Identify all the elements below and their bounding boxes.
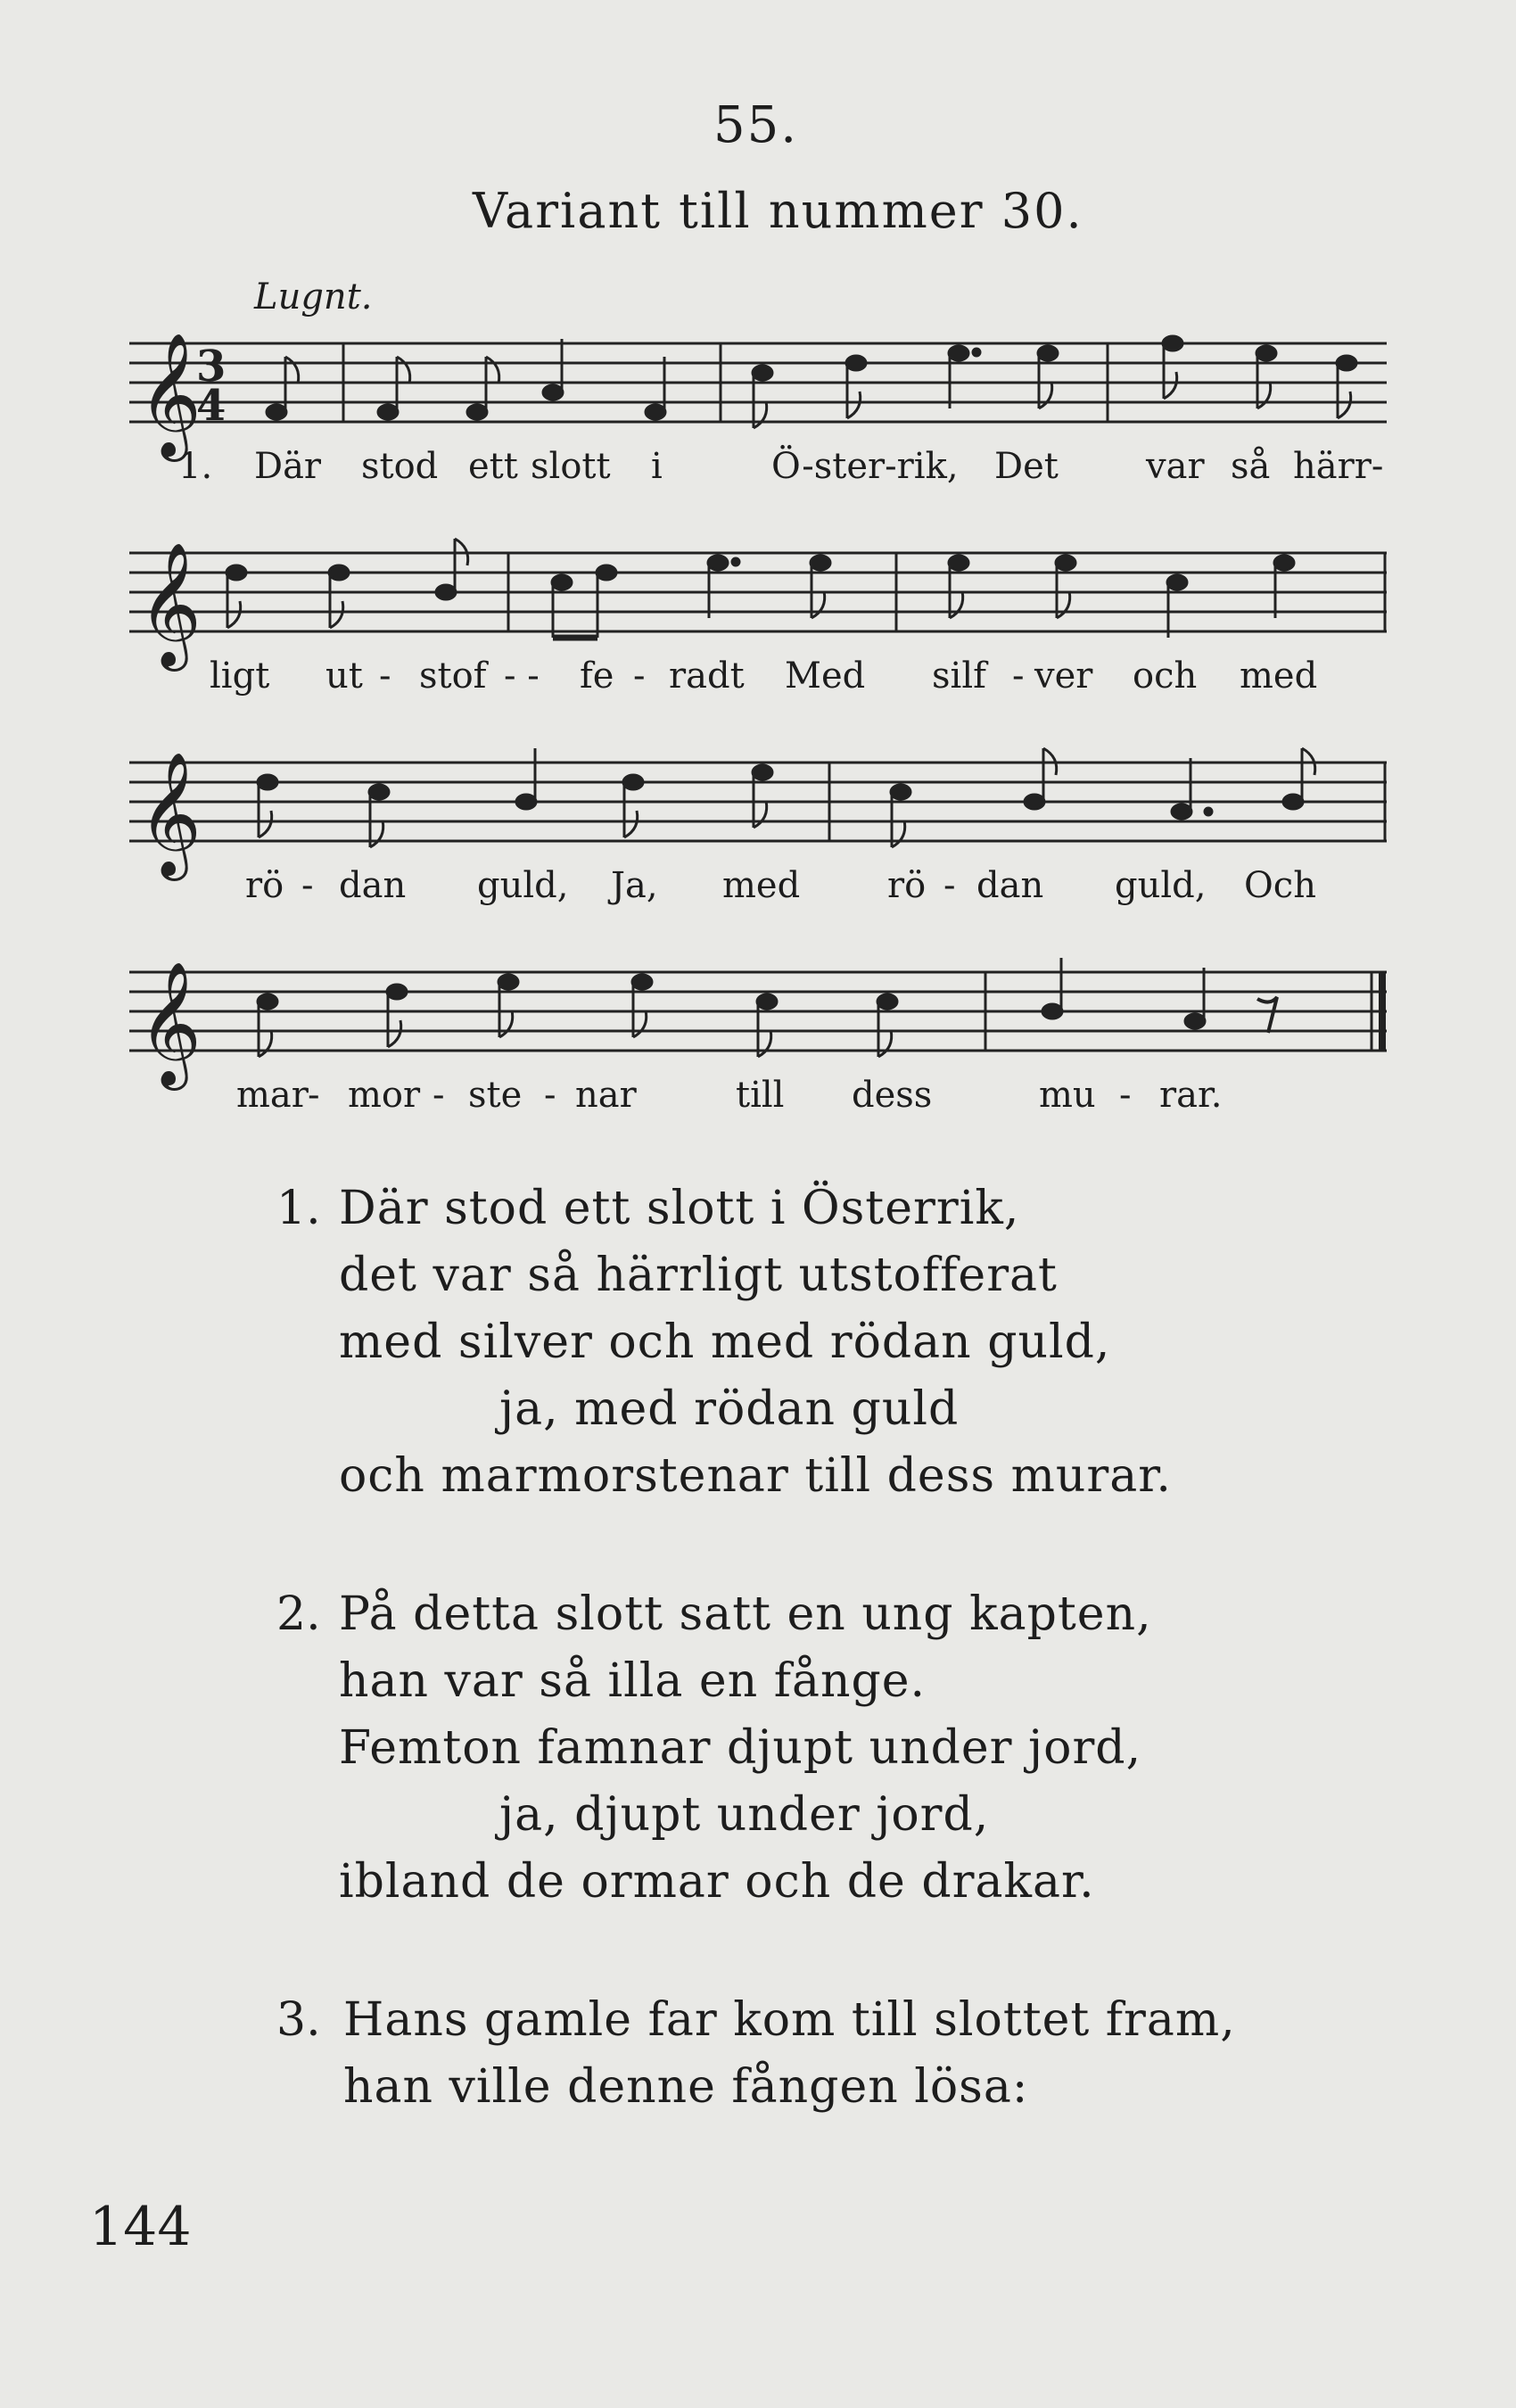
lyric: - [1119, 1075, 1132, 1116]
lyric: ver [1034, 656, 1093, 697]
lyric: rö [245, 865, 284, 906]
lyric: - [433, 1075, 445, 1116]
lyric: slott [531, 446, 611, 487]
lyric: - [943, 865, 956, 906]
treble-clef-icon: 𝄞 [138, 752, 202, 876]
lyric: dan [976, 865, 1044, 906]
lyric: var [1146, 446, 1205, 487]
lyric: mu [1039, 1075, 1096, 1116]
verse-line: På detta slott satt en ung kapten, [339, 1587, 1152, 1641]
lyric: ut [325, 656, 363, 697]
lyric: rar. [1159, 1075, 1223, 1116]
verse-line: han ville denne fången lösa: [343, 2060, 1029, 2114]
verse-number: 3. [276, 1993, 321, 2047]
lyric: så [1231, 446, 1271, 487]
lyric: - [1012, 656, 1025, 697]
treble-clef-icon: 𝄞 [138, 542, 202, 666]
page-number: 55. [713, 96, 799, 154]
lyric: med [722, 865, 801, 906]
lyric: Ja, [611, 865, 658, 906]
lyric: Ö-ster-rik, [771, 446, 959, 487]
verse-line: ja, djupt under jord, [499, 1788, 990, 1842]
tempo-marking: Lugnt. [254, 276, 373, 317]
time-sig-top: 3 [196, 342, 227, 392]
verse-number: 1. [276, 1182, 321, 1235]
lyric: guld, [1115, 865, 1207, 906]
lyric: - [633, 656, 646, 697]
lyric: rö [887, 865, 927, 906]
lyrics-row-4 [125, 1075, 1391, 1128]
lyrics-row-3 [125, 865, 1391, 919]
treble-clef-icon: 𝄞 [138, 333, 202, 457]
lyric: till [736, 1075, 785, 1116]
verse-line: Hans gamle far kom till slottet fram, [343, 1993, 1236, 2047]
time-sig-bottom: 4 [196, 381, 227, 431]
lyric: Och [1244, 865, 1316, 906]
lyric: Med [785, 656, 866, 697]
verse-line: med silver och med rödan guld, [339, 1315, 1111, 1369]
verse-line: han var så illa en fånge. [339, 1654, 927, 1708]
verse-line: ibland de ormar och de drakar. [339, 1855, 1095, 1909]
lyric: i [651, 446, 663, 487]
lyric: och [1133, 656, 1198, 697]
lyric: ste [468, 1075, 523, 1116]
verse-line: och marmorstenar till dess murar. [339, 1449, 1172, 1503]
verse-line: det var så härrligt utstofferat [339, 1249, 1058, 1302]
lyric: nar [575, 1075, 637, 1116]
lyric: ett [468, 446, 518, 487]
verse-line: Femton famnar djupt under jord, [339, 1721, 1142, 1775]
lyric: stof [419, 656, 487, 697]
lyric: med [1240, 656, 1318, 697]
lyrics-row-2 [125, 656, 1391, 709]
lyric: mor [348, 1075, 421, 1116]
lyric: - [308, 1075, 320, 1116]
lyric: dan [339, 865, 407, 906]
song-title: Variant till nummer 30. [473, 183, 1083, 239]
lyric: Det [994, 446, 1059, 487]
treble-clef-icon: 𝄞 [138, 961, 202, 1085]
lyric: radt [669, 656, 745, 697]
verse-line: ja, med rödan guld [499, 1382, 960, 1436]
lyric: guld, [477, 865, 569, 906]
folio-number: 144 [89, 2196, 192, 2258]
lyric: härr- [1293, 446, 1384, 487]
lyric: 1. [178, 446, 213, 487]
lyric: fe [580, 656, 614, 697]
verse-number: 2. [276, 1587, 321, 1641]
lyric: - [544, 1075, 556, 1116]
lyric: ligt [210, 656, 270, 697]
lyric: silf [932, 656, 986, 697]
lyric: - [301, 865, 314, 906]
lyric: dess [852, 1075, 933, 1116]
lyric: - [379, 656, 391, 697]
lyrics-row-1 [125, 446, 1391, 499]
lyric: stod [361, 446, 439, 487]
lyric: - - [504, 656, 540, 697]
lyric: mar [236, 1075, 309, 1116]
lyric: Där [254, 446, 322, 487]
verse-line: Där stod ett slott i Österrik, [339, 1182, 1020, 1235]
